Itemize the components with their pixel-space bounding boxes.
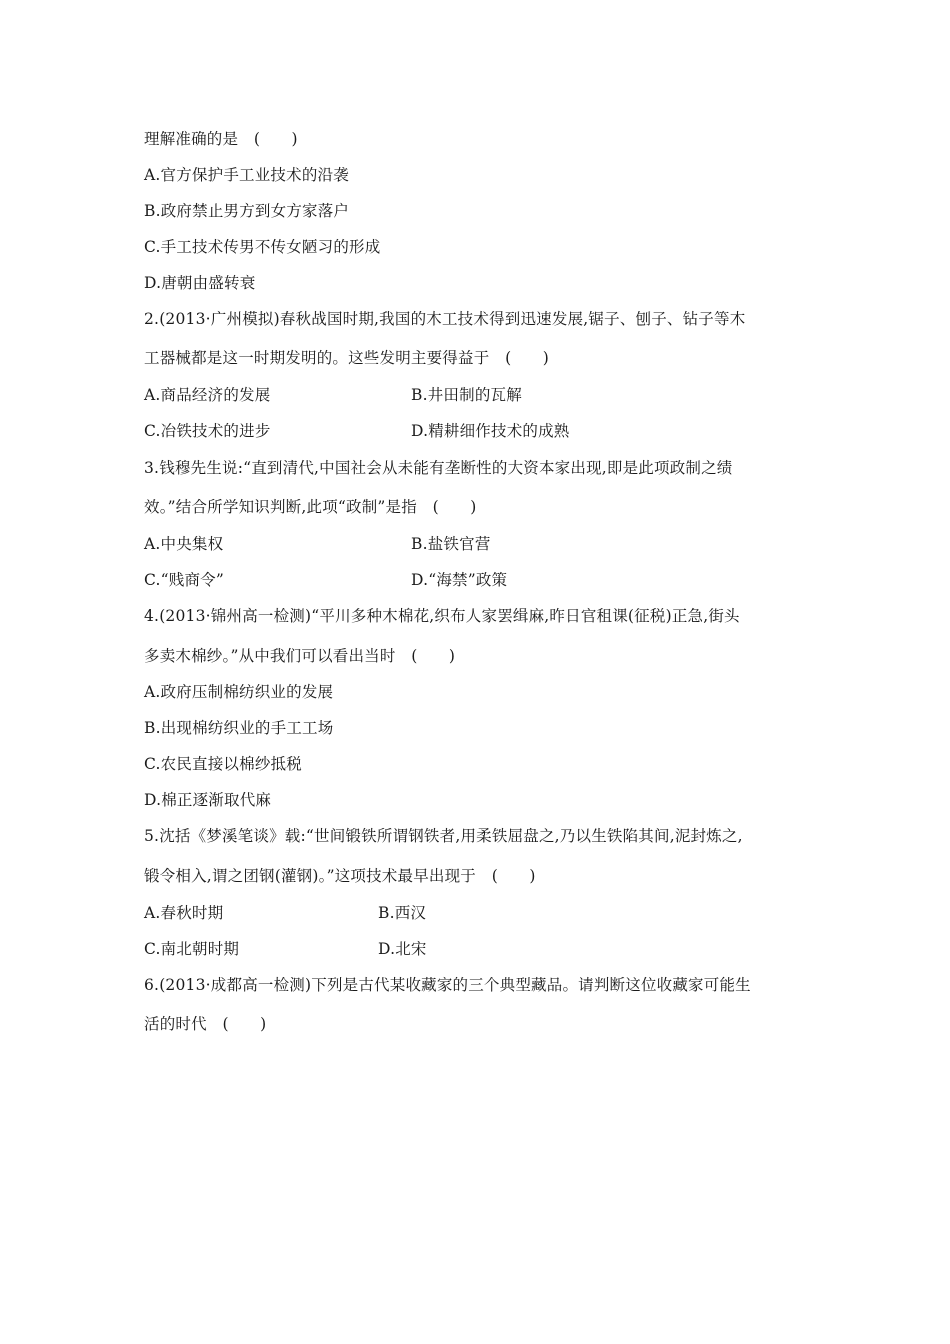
q3-option-b: B.盐铁官营 [411,535,491,553]
q5-stem-line2: 锻令相入,谓之团钢(灌钢)。”这项技术最早出现于 ( ) [144,867,536,885]
q4-option-a: A.政府压制棉纺织业的发展 [144,683,334,701]
q6-stem-line2: 活的时代 ( ) [144,1015,267,1033]
q1-option-c: C.手工技术传男不传女陋习的形成 [144,238,381,256]
q4-stem-line2: 多卖木棉纱。”从中我们可以看出当时 ( ) [144,647,456,665]
q2-stem-line2: 工器械都是这一时期发明的。这些发明主要得益于 ( ) [144,349,549,367]
q3-stem-line1: 3.钱穆先生说:“直到清代,中国社会从未能有垄断性的大资本家出现,即是此项政制之绩 [144,459,733,477]
q2-stem-line1: 2.(2013·广州模拟)春秋战国时期,我国的木工技术得到迅速发展,锯子、刨子、钻子等木 [144,310,746,328]
q1-stem-tail: 理解准确的是 ( ) [144,130,298,148]
q5-option-d: D.北宋 [378,940,427,958]
q5-option-c: C.南北朝时期 [144,940,240,958]
q3-option-c: C.“贱商令” [144,571,224,589]
q4-option-c: C.农民直接以棉纱抵税 [144,755,302,773]
q2-option-b: B.井田制的瓦解 [411,386,522,404]
q6-stem-line1: 6.(2013·成都高一检测)下列是古代某收藏家的三个典型藏品。请判断这位收藏家可能生 [144,976,751,994]
q2-option-c: C.冶铁技术的进步 [144,422,271,440]
q2-option-d: D.精耕细作技术的成熟 [411,422,570,440]
q3-option-a: A.中央集权 [144,535,224,553]
q3-option-d: D.“海禁”政策 [411,571,508,589]
q5-stem-line1: 5.沈括《梦溪笔谈》载:“世间锻铁所谓钢铁者,用柔铁屈盘之,乃以生铁陷其间,泥封炼之, [144,827,743,845]
q3-stem-line2: 效。”结合所学知识判断,此项“政制”是指 ( ) [144,498,477,516]
q4-stem-line1: 4.(2013·锦州高一检测)“平川多种木棉花,织布人家罢缉麻,昨日官租课(征税)正急,街头 [144,607,740,625]
q5-option-a: A.春秋时期 [144,904,224,922]
q4-option-b: B.出现棉纺织业的手工工场 [144,719,334,737]
q2-option-a: A.商品经济的发展 [144,386,271,404]
q1-option-d: D.唐朝由盛转衰 [144,274,256,292]
q1-option-b: B.政府禁止男方到女方家落户 [144,202,350,220]
q1-option-a: A.官方保护手工业技术的沿袭 [144,166,349,184]
q5-option-b: B.西汉 [378,904,427,922]
q4-option-d: D.棉正逐渐取代麻 [144,791,272,809]
